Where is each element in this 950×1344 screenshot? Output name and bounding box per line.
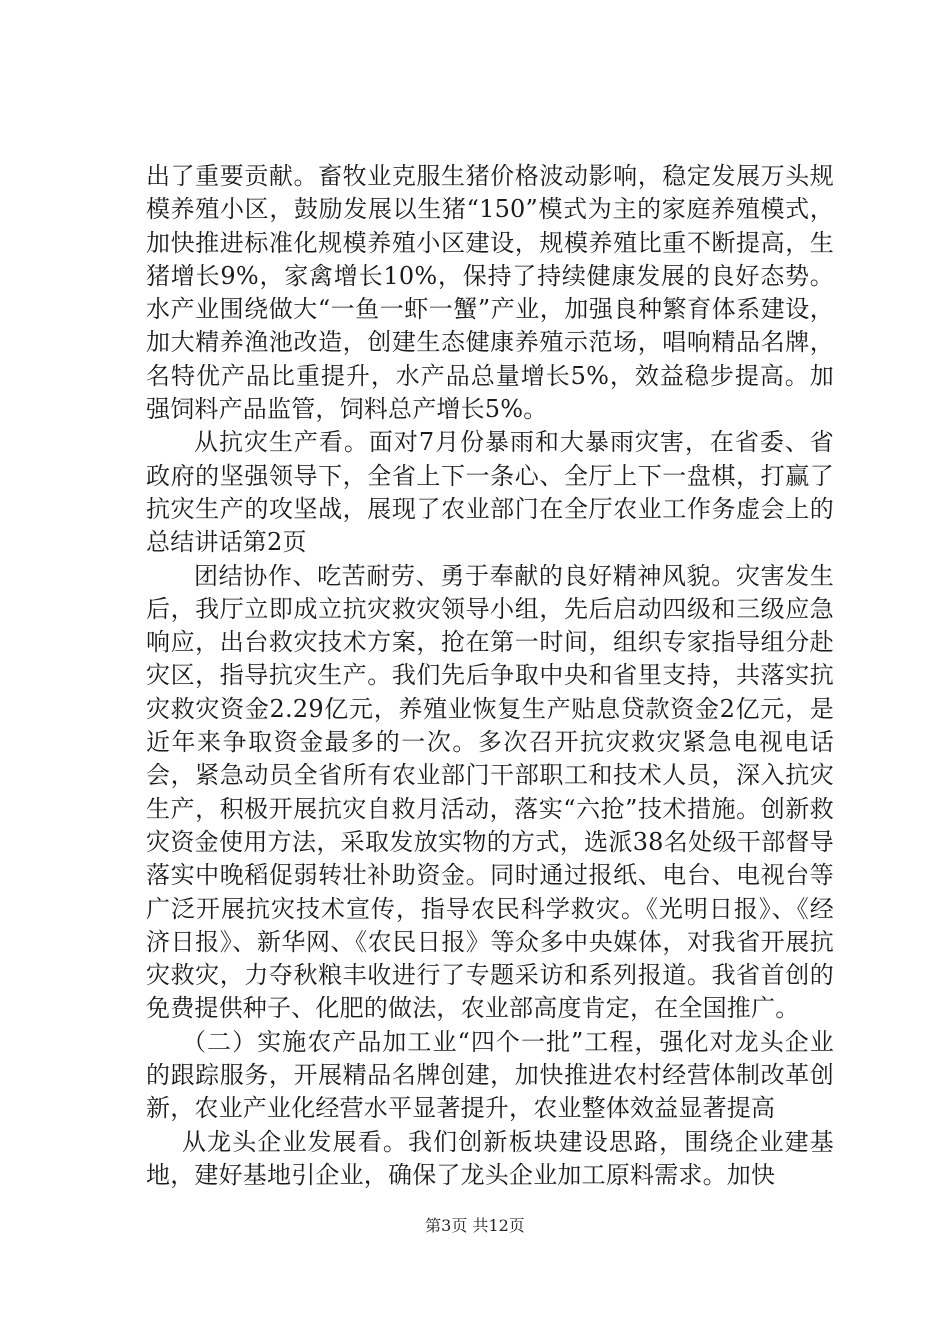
body-text xyxy=(146,160,834,1192)
section-heading-agro-processing: （二）实施农产品加工业“四个一批”工程，强化对龙头企业的跟踪服务，开展精品名牌创建，加快推进农村经营体制改革创新，农业产业化经营水平显著提升，农业整体效益显著提高 xyxy=(146,1027,834,1123)
paragraph-disaster-relief-intro: 从抗灾生产看。面对7月份暴雨和大暴雨灾害，在省委、省政府的坚强领导下，全省上下一条心、全厅上下一盘棋，打赢了抗灾生产的攻坚战，展现了农业部门在全厅农业工作务虚会上的总结讲话第2页 xyxy=(146,428,834,557)
page-number: 第3页 共12页 xyxy=(425,1216,525,1235)
page-footer xyxy=(0,1216,950,1236)
paragraph-leading-enterprises: 从龙头企业发展看。我们创新板块建设思路，围绕企业建基地，建好基地引企业，确保了龙头企业加工原料需求。加快 xyxy=(146,1127,834,1189)
paragraph-livestock-aquaculture: 出了重要贡献。畜牧业克服生猪价格波动影响，稳定发展万头规模养殖小区，鼓励发展以生猪“150”模式为主的家庭养殖模式，加快推进标准化规模养殖小区建设，规模养殖比重不断提高，生猪增长9%，家禽增长10%，保持了持续健康发展的良好态势。水产业围绕做大“一鱼一虾一蟹”产业，加强良种繁育体系建设，加大精养渔池改造，创建生态健康养殖示范场，唱响精品名牌，名特优产品比重提升，水产品总量增长5%，效益稳步提高。加强饲料产品监管，饲料总产增长5%。 xyxy=(146,162,834,424)
paragraph-disaster-relief-details: 团结协作、吃苦耐劳、勇于奉献的良好精神风貌。灾害发生后，我厅立即成立抗灾救灾领导小组，先后启动四级和三级应急响应，出台救灾技术方案，抢在第一时间，组织专家指导组分赴灾区，指导抗灾生产。我们先后争取中央和省里支持，共落实抗灾救灾资金2.29亿元，养殖业恢复生产贴息贷款资金2亿元，是近年来争取资金最多的一次。多次召开抗灾救灾紧急电视电话会，紧急动员全省所有农业部门干部职工和技术人员，深入抗灾生产，积极开展抗灾自救月活动，落实“六抢”技术措施。创新救灾资金使用方法，采取发放实物的方式，选派38名处级干部督导落实中晚稻促弱转壮补助资金。同时通过报纸、电台、电视台等广泛开展抗灾技术宣传，指导农民科学救灾。《光明日报》、《经济日报》、新华网、《农民日报》等众多中央媒体，对我省开展抗灾救灾，力夺秋粮丰收进行了专题采访和系列报道。我省首创的免费提供种子、化肥的做法，农业部高度肯定，在全国推广。 xyxy=(146,561,834,1023)
